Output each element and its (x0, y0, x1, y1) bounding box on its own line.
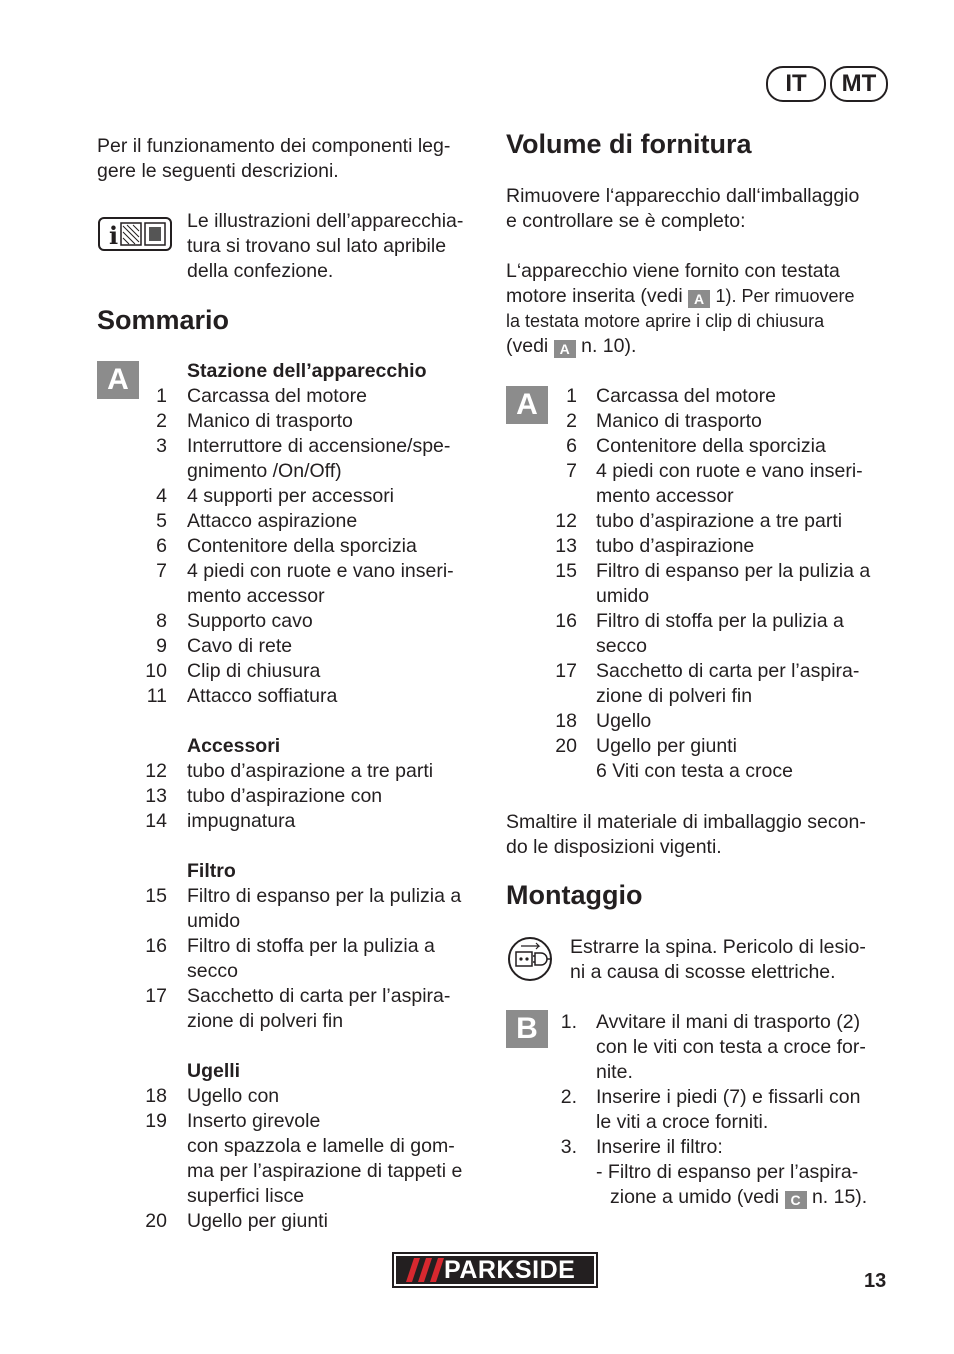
svg-text:i: i (109, 221, 119, 250)
item-text: mento accessor (596, 485, 734, 507)
item-text: Filtro di stoffa per la pulizia a (187, 935, 435, 957)
language-badge-mt: MT (830, 66, 888, 102)
item-number: 1. (560, 1011, 577, 1033)
volume-heading: Volume di fornitura (506, 129, 752, 159)
item-text: 4 piedi con ruote e vano inseri- (187, 560, 454, 582)
item-text: Sacchetto di carta per l’aspira- (596, 660, 860, 682)
item-text: con le viti con testa a croce for- (596, 1036, 866, 1058)
item-number: 13 (555, 535, 577, 557)
intro-paragraph (97, 134, 477, 184)
item-number: 18 (555, 710, 577, 732)
intro-line: Per il funzionamento dei componenti leg- (97, 135, 451, 157)
figure-c-inline-badge: C (785, 1191, 807, 1209)
disposal-line: Smaltire il materiale di imballaggio secon- (506, 811, 866, 833)
item-text: Interruttore di accensione/spe- (187, 435, 451, 457)
delivery-text: 1). Per rimuovere (715, 286, 855, 306)
brand-name: PARKSIDE (444, 1256, 576, 1284)
item-number: 20 (145, 1210, 167, 1232)
item-number: 13 (145, 785, 167, 807)
item-number: 9 (156, 635, 167, 657)
item-text: Ugello (596, 710, 652, 732)
disposal-line: do le disposizioni vigenti. (506, 836, 722, 858)
delivery-text: motore inserita (vedi (506, 285, 683, 307)
item-number: 6 (566, 435, 577, 457)
substep-text: n. 15). (811, 1186, 868, 1208)
section-subtitle: Ugelli (187, 1060, 241, 1082)
item-number: 1 (156, 385, 167, 407)
item-text: Carcassa del motore (187, 385, 367, 407)
figure-a-badge: A (506, 386, 548, 424)
item-number: 16 (145, 935, 167, 957)
item-text: superfici lisce (187, 1185, 305, 1207)
item-text: Inserto girevole (187, 1110, 321, 1132)
item-text: Inserire i piedi (7) e fissarli con (596, 1086, 861, 1108)
figure-a-inline-badge: A (554, 340, 576, 358)
item-number: 10 (145, 660, 167, 682)
unplug-warning-icon (507, 936, 553, 987)
delivery-line: L‘apparecchio viene fornito con testata (506, 260, 840, 282)
item-text: Attacco soffiatura (187, 685, 338, 707)
item-number: 17 (555, 660, 577, 682)
item-number: 8 (156, 610, 167, 632)
item-number: 1 (566, 385, 577, 407)
illustrations-note (187, 209, 487, 284)
unpack-line: e controllare se è completo: (506, 210, 746, 232)
substep-line (610, 1185, 867, 1210)
item-text: Manico di trasporto (596, 410, 762, 432)
item-text: umido (187, 910, 241, 932)
item-number: 2. (560, 1086, 577, 1108)
item-text: Contenitore della sporcizia (596, 435, 826, 457)
item-number: 2 (566, 410, 577, 432)
item-text: ma per l’aspirazione di tappeti e (187, 1160, 463, 1182)
item-text: Inserire il filtro: (596, 1136, 723, 1158)
item-text: Contenitore della sporcizia (187, 535, 417, 557)
item-text: Attacco aspirazione (187, 510, 358, 532)
item-number: 18 (145, 1085, 167, 1107)
item-text: impugnatura (187, 810, 296, 832)
disposal-paragraph (506, 810, 896, 860)
note-line: Le illustrazioni dell’apparecchia- (187, 210, 464, 232)
item-text: Filtro di espanso per la pulizia a (596, 560, 871, 582)
item-text: tubo d’aspirazione (596, 535, 755, 557)
item-text: le viti a croce forniti. (596, 1111, 769, 1133)
delivery-line (506, 334, 906, 359)
item-number: 5 (156, 510, 167, 532)
logo-stripes-icon (400, 1258, 444, 1282)
figure-a-inline-badge: A (688, 290, 710, 308)
section-subtitle: Filtro (187, 860, 236, 882)
item-number: 20 (555, 735, 577, 757)
item-text: Clip di chiusura (187, 660, 321, 682)
item-text: tubo d’aspirazione a tre parti (596, 510, 843, 532)
item-text: Sacchetto di carta per l’aspira- (187, 985, 451, 1007)
item-text: Filtro di espanso per la pulizia a (187, 885, 462, 907)
item-text: Ugello per giunti (596, 735, 737, 757)
unpack-paragraph (506, 184, 896, 234)
page-number: 13 (864, 1270, 887, 1292)
item-text: Avvitare il mani di trasporto (2) (596, 1011, 861, 1033)
item-text: Manico di trasporto (187, 410, 353, 432)
item-number: 7 (156, 560, 167, 582)
item-number: 15 (145, 885, 167, 907)
item-text: tubo d’aspirazione con (187, 785, 383, 807)
warning-line: ni a causa di scosse elettriche. (570, 961, 836, 983)
item-text: secco (187, 960, 238, 982)
item-number: 17 (145, 985, 167, 1007)
item-text: secco (596, 635, 647, 657)
delivery-text: n. 10). (581, 335, 637, 357)
item-text: Ugello per giunti (187, 1210, 328, 1232)
substep-text: zione a umido (vedi (610, 1186, 780, 1208)
item-text: Supporto cavo (187, 610, 313, 632)
delivery-line: la testata motore aprire i clip di chiusura (506, 311, 825, 331)
item-number: 15 (555, 560, 577, 582)
parkside-logo (392, 1252, 598, 1288)
item-text: gnimento /On/Off) (187, 460, 342, 482)
language-badge-it: IT (766, 66, 826, 102)
intro-line: gere le seguenti descrizioni. (97, 160, 339, 182)
item-number: 14 (145, 810, 167, 832)
item-number: 11 (146, 685, 167, 707)
section-subtitle: Stazione dell’apparecchio (187, 360, 427, 382)
item-text: mento accessor (187, 585, 325, 607)
item-text: Filtro di stoffa per la pulizia a (596, 610, 844, 632)
delivery-paragraph (506, 259, 906, 359)
substep-line: - Filtro di espanso per l’aspira- (596, 1161, 859, 1183)
item-text: zione di polveri fin (596, 685, 753, 707)
item-text: nite. (596, 1061, 633, 1083)
item-text: 4 piedi con ruote e vano inseri- (596, 460, 863, 482)
sommario-heading: Sommario (97, 305, 230, 335)
item-number: 3 (156, 435, 167, 457)
item-number: 3. (560, 1136, 577, 1158)
section-subtitle: Accessori (187, 735, 281, 757)
unplug-warning (570, 935, 900, 985)
item-number: 4 (156, 485, 167, 507)
item-number: 12 (145, 760, 167, 782)
item-text: Carcassa del motore (596, 385, 776, 407)
item-number: 19 (145, 1110, 167, 1132)
delivery-line (506, 284, 906, 309)
warning-line: Estrarre la spina. Pericolo di lesio- (570, 936, 866, 958)
note-line: tura si trovano sul lato apribile (187, 235, 447, 257)
item-number: 2 (156, 410, 167, 432)
figure-b-badge: B (506, 1010, 548, 1048)
info-book-icon (97, 214, 173, 259)
item-text: umido (596, 585, 650, 607)
item-number: 16 (555, 610, 577, 632)
item-number: 6 (156, 535, 167, 557)
item-text: tubo d’aspirazione a tre parti (187, 760, 434, 782)
item-number: 12 (555, 510, 577, 532)
note-line: della confezione. (187, 260, 334, 282)
unpack-line: Rimuovere l‘apparecchio dall‘imballaggio (506, 185, 860, 207)
figure-a-badge: A (97, 361, 139, 399)
item-text: 6 Viti con testa a croce (596, 760, 793, 782)
delivery-text: (vedi (506, 335, 549, 357)
item-text: con spazzola e lamelle di gom- (187, 1135, 455, 1157)
montaggio-heading: Montaggio (506, 880, 643, 910)
item-number: 7 (566, 460, 577, 482)
item-text: Ugello con (187, 1085, 280, 1107)
item-text: 4 supporti per accessori (187, 485, 395, 507)
item-text: Cavo di rete (187, 635, 293, 657)
item-text: zione di polveri fin (187, 1010, 344, 1032)
